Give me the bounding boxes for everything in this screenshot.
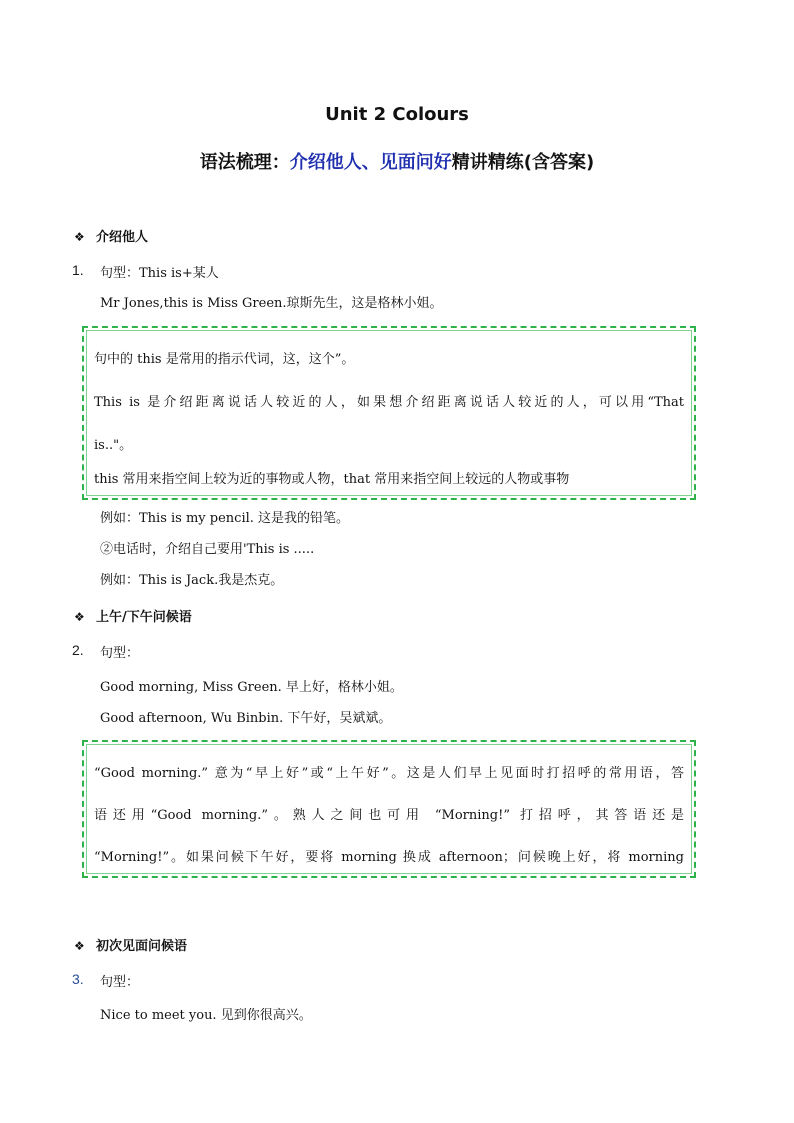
document-title: Unit 2 Colours — [325, 104, 469, 125]
diamond-bullet-icon: ❖ — [74, 230, 85, 244]
diamond-bullet-icon: ❖ — [74, 939, 85, 953]
note-line: This is 是介绍距离说话人较近的人，如果想介绍距离说话人较近的人，可以用“That — [94, 395, 684, 410]
note-box-1 — [82, 326, 696, 500]
subtitle-highlight-1: 介绍他人 — [289, 152, 362, 173]
example-line: Good afternoon, Wu Binbin. 下午好，吴斌斌。 — [100, 711, 392, 726]
document-subtitle — [0, 148, 794, 174]
phone-note-line: ②电话时，介绍自己要用'This is ..... — [100, 542, 315, 557]
item-number: 3. — [72, 971, 84, 987]
note-line: “Morning!”。如果问候下午好，要将 morning 换成 afternoon；问候晚上好，将 morning — [94, 850, 684, 865]
item-number: 1. — [72, 262, 84, 278]
subtitle-highlight-2: 见面问好 — [379, 152, 452, 173]
note-line: “Good morning.” 意为“早上好”或“上午好”。这是人们早上见面时打招呼的常用语，答 — [94, 766, 684, 781]
item-number: 2. — [72, 642, 84, 658]
note-line: 语还用“Good morning.”。熟人之间也可用 “Morning!” 打招呼，其答语还是 — [94, 808, 684, 823]
example-line: Good morning, Miss Green. 早上好，格林小姐。 — [100, 680, 403, 695]
example-line: Nice to meet you. 见到你很高兴。 — [100, 1008, 312, 1023]
section-heading-text: 初次见面问候语 — [96, 939, 188, 954]
section-heading-introduce — [74, 226, 148, 245]
note-line: this 常用来指空间上较为近的事物或人物，that 常用来指空间上较远的人物或事物 — [94, 472, 570, 487]
section-heading-text: 上午/下午问候语 — [96, 610, 192, 625]
section-heading-greetings — [74, 606, 192, 625]
diamond-bullet-icon: ❖ — [74, 610, 85, 624]
pattern-line: 句型： — [100, 975, 140, 990]
subtitle-suffix: 精讲精练(含答案) — [451, 152, 595, 173]
section-heading-text: 介绍他人 — [96, 230, 149, 245]
example-line: Mr Jones,this is Miss Green.琼斯先生，这是格林小姐。 — [100, 296, 443, 311]
note-line: 句中的 this 是常用的指示代词，这，这个”。 — [94, 352, 355, 367]
pattern-line: 句型： — [100, 646, 140, 661]
subtitle-separator: 、 — [361, 152, 380, 173]
note-box-2 — [82, 740, 696, 878]
note-line: is.."。 — [94, 438, 133, 453]
section-heading-first-meeting — [74, 935, 187, 954]
pattern-line: 句型：This is+某人 — [100, 266, 219, 281]
subtitle-prefix: 语法梳理： — [199, 152, 290, 173]
example-line: 例如：This is Jack.我是杰克。 — [100, 573, 284, 588]
example-line: 例如：This is my pencil. 这是我的铅笔。 — [100, 511, 350, 526]
